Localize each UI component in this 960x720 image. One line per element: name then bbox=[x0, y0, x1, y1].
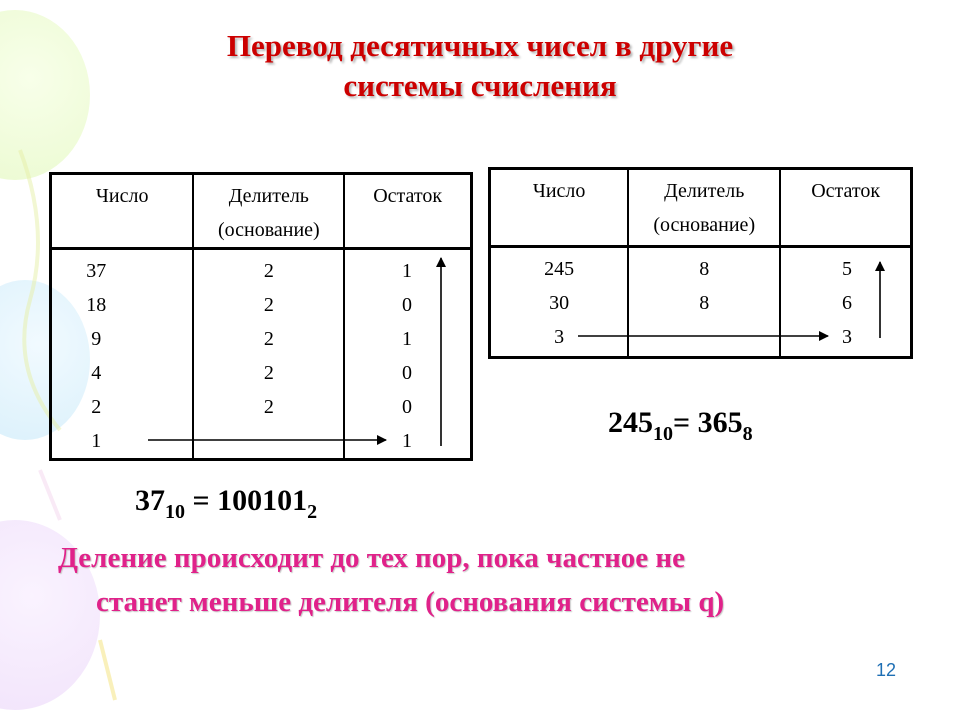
formula-from-base: 10 bbox=[653, 423, 673, 445]
remainder-value: 1 bbox=[402, 328, 412, 350]
remainder-value: 1 bbox=[402, 430, 412, 452]
page-number: 12 bbox=[876, 660, 897, 680]
result-formula-octal bbox=[608, 406, 753, 446]
header-number-label: Число bbox=[532, 180, 586, 202]
remainders-column bbox=[344, 249, 471, 460]
formula-from-base: 10 bbox=[165, 501, 185, 523]
header-divisor bbox=[193, 174, 344, 249]
remainder-value: 3 bbox=[842, 326, 852, 348]
number-value: 9 bbox=[91, 328, 102, 350]
remainder-value: 5 bbox=[842, 258, 852, 280]
conversion-table-binary bbox=[49, 172, 473, 461]
formula-equals: = bbox=[185, 484, 218, 517]
conversion-table-octal bbox=[488, 167, 913, 359]
numbers-column bbox=[51, 249, 194, 460]
header-remainder bbox=[780, 169, 911, 247]
formula-to-base: 8 bbox=[742, 423, 753, 445]
number-value: 4 bbox=[91, 362, 102, 384]
slide-title bbox=[0, 26, 960, 106]
number-value: 1 bbox=[91, 430, 102, 452]
header-remainder-label: Остаток bbox=[811, 180, 881, 202]
header-divisor-sublabel: (основание) bbox=[217, 219, 320, 241]
header-number bbox=[51, 174, 194, 249]
remainder-value: 0 bbox=[402, 396, 412, 418]
rule-note-line2: станет меньше делителя (основания системы q) bbox=[96, 586, 725, 618]
divisor-value: 2 bbox=[263, 294, 274, 316]
divisor-value: 8 bbox=[699, 292, 710, 314]
header-divisor-label: Делитель bbox=[664, 180, 745, 202]
result-formula-binary bbox=[135, 484, 317, 524]
number-value: 245 bbox=[544, 258, 575, 280]
formula-to-base: 2 bbox=[307, 501, 318, 523]
header-number bbox=[490, 169, 629, 247]
header-remainder bbox=[344, 174, 471, 249]
divisor-value: 2 bbox=[263, 328, 274, 350]
divisors-column bbox=[628, 247, 780, 358]
remainder-value: 6 bbox=[842, 292, 852, 314]
rule-note-line1: Деление происходит до тех пор, пока частное не bbox=[58, 542, 685, 574]
formula-number: 245 bbox=[608, 406, 653, 439]
header-divisor-label: Делитель bbox=[228, 185, 309, 207]
formula-result: 365 bbox=[697, 406, 743, 439]
number-value: 2 bbox=[91, 396, 102, 418]
formula-result: 100101 bbox=[217, 484, 308, 517]
divisor-value: 2 bbox=[263, 362, 274, 384]
divisor-value: 2 bbox=[263, 260, 274, 282]
header-divisor-sublabel: (основание) bbox=[653, 214, 756, 236]
formula-equals: = bbox=[673, 406, 698, 439]
slide-title-line2: системы счисления bbox=[343, 68, 617, 103]
number-value: 37 bbox=[86, 260, 107, 282]
header-remainder-label: Остаток bbox=[373, 185, 443, 207]
divisor-value: 2 bbox=[263, 396, 274, 418]
divisor-value: 8 bbox=[699, 258, 710, 280]
slide-title-line1: Перевод десятичных чисел в другие bbox=[226, 28, 734, 63]
remainders-column bbox=[780, 247, 911, 358]
divisors-column bbox=[193, 249, 344, 460]
remainder-value: 1 bbox=[402, 260, 412, 282]
remainder-value: 0 bbox=[402, 362, 412, 384]
numbers-column bbox=[490, 247, 629, 358]
number-value: 30 bbox=[549, 292, 570, 314]
rule-note bbox=[58, 536, 938, 624]
number-value: 3 bbox=[554, 326, 565, 348]
formula-number: 37 bbox=[135, 484, 165, 517]
header-divisor bbox=[628, 169, 780, 247]
number-value: 18 bbox=[86, 294, 107, 316]
remainder-value: 0 bbox=[402, 294, 412, 316]
header-number-label: Число bbox=[95, 185, 149, 207]
